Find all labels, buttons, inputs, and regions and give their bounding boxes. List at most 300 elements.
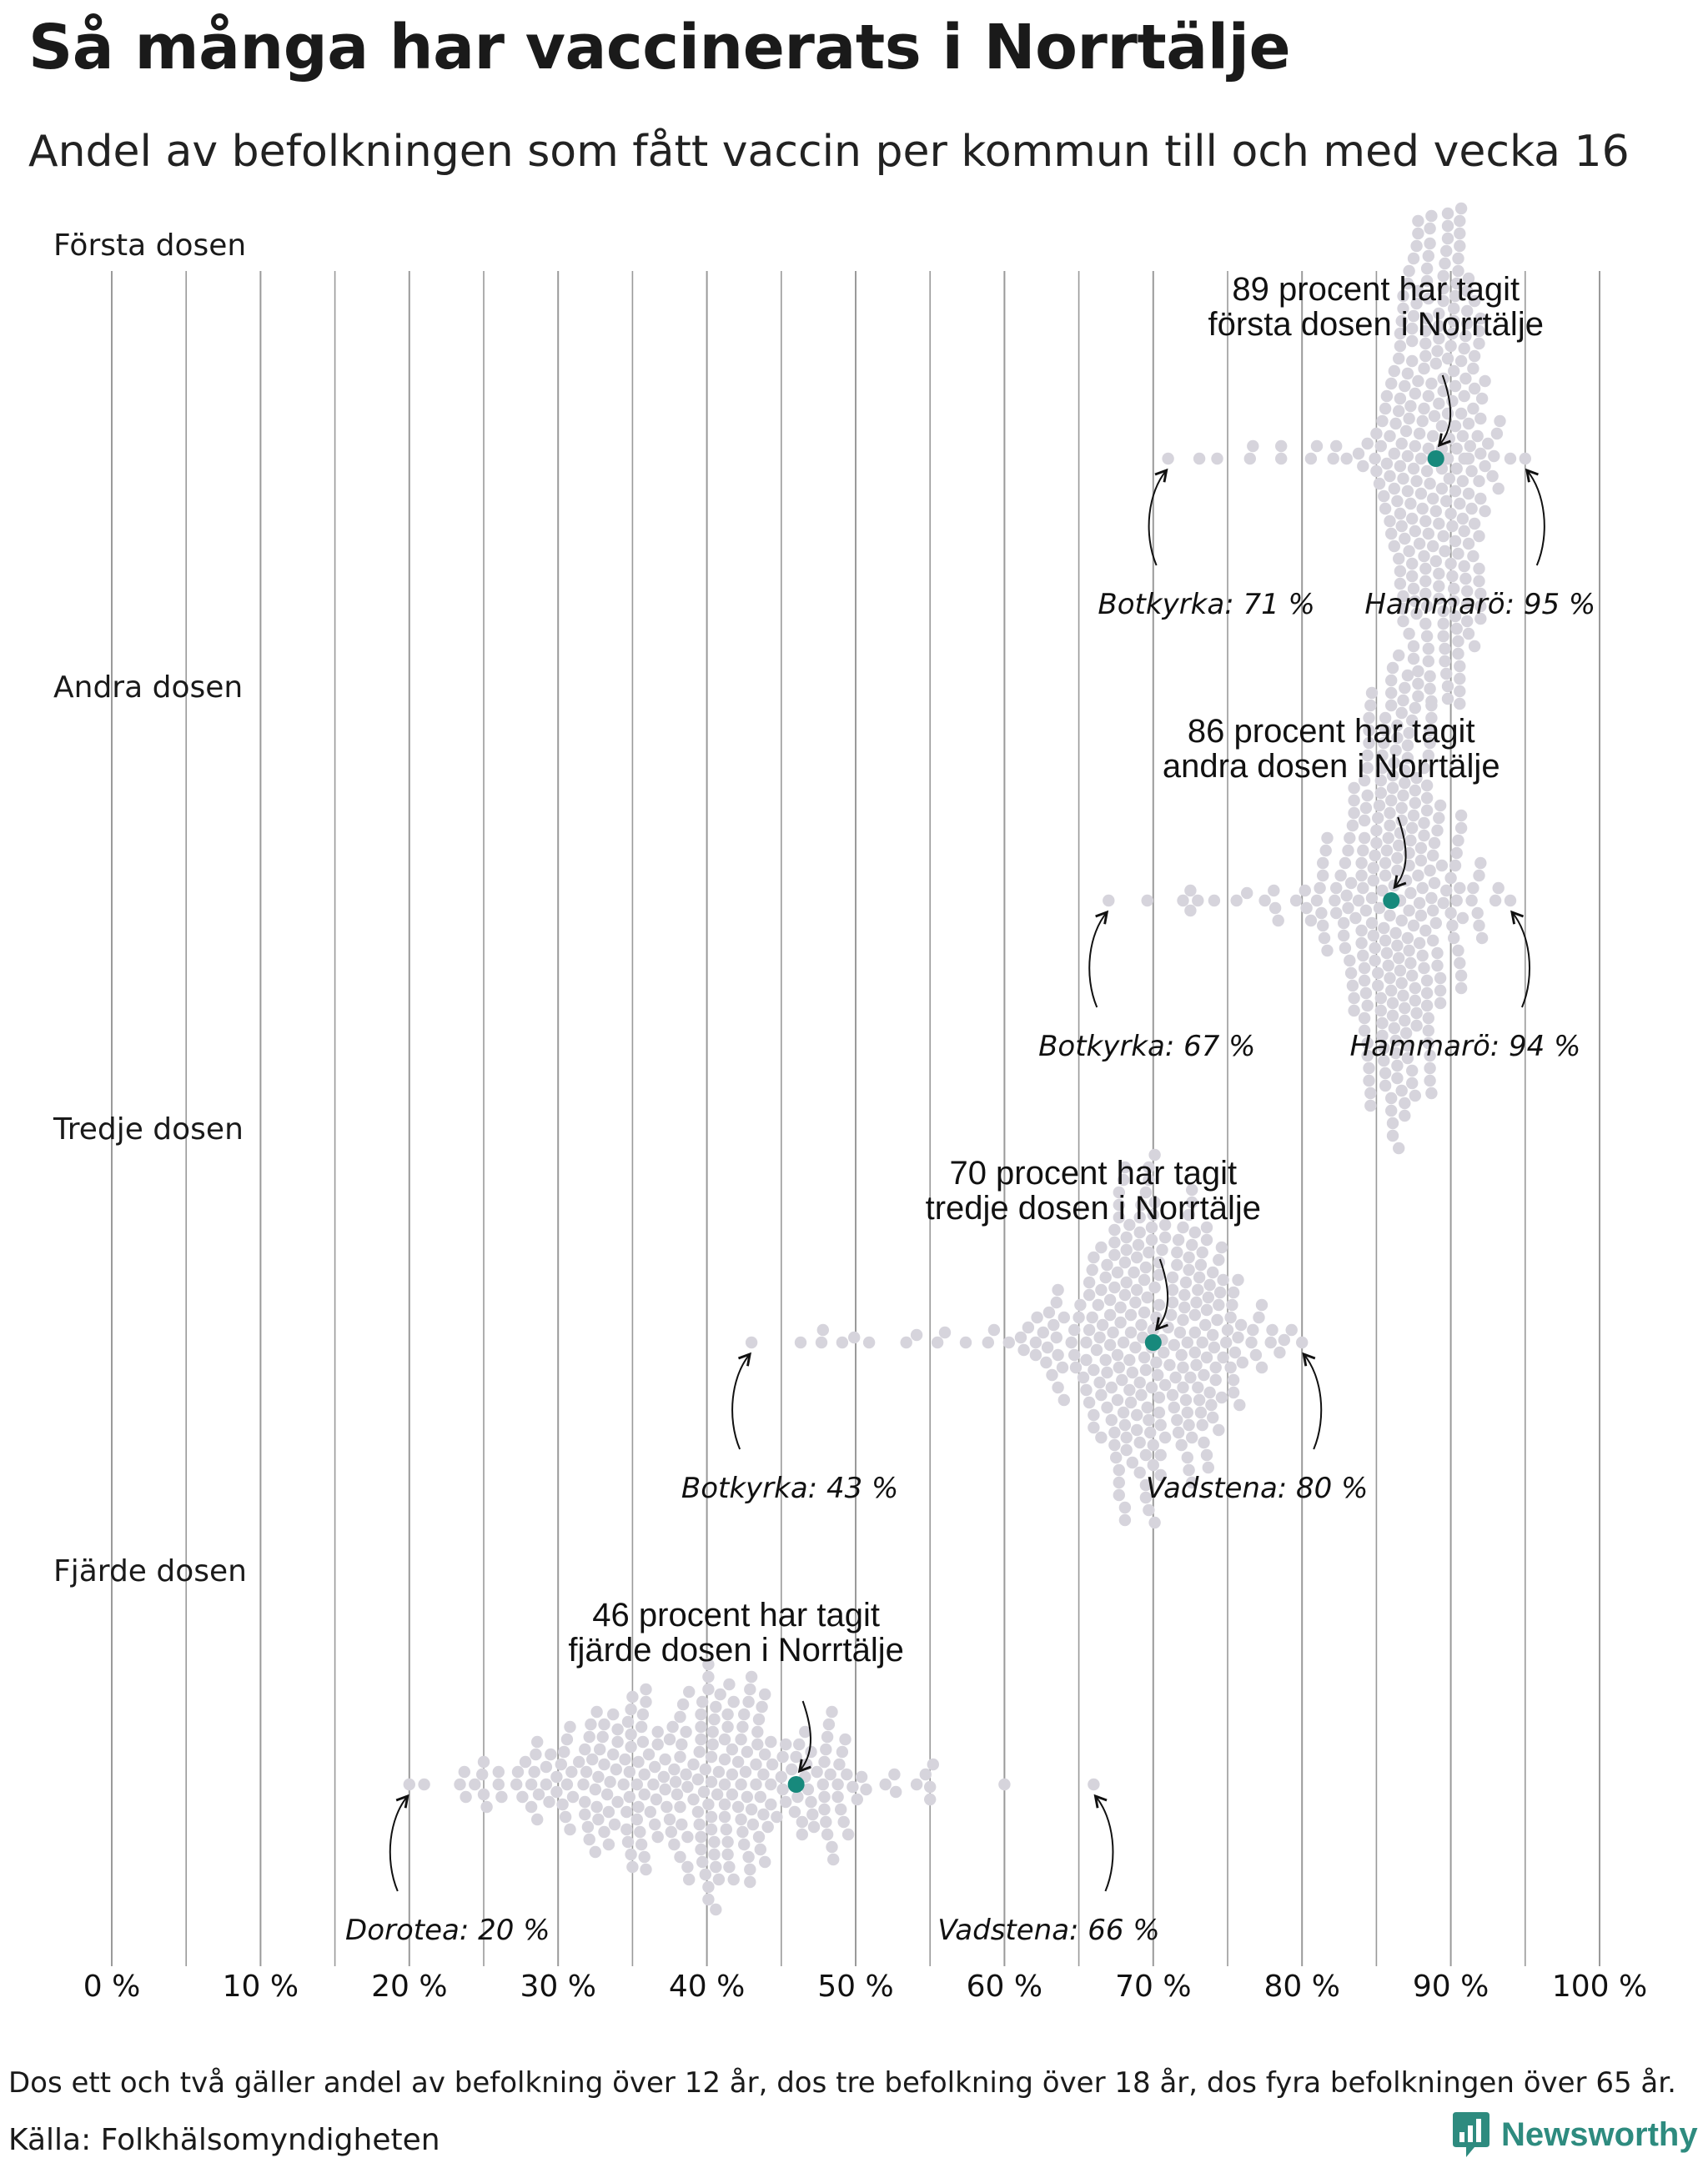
municipality-dot bbox=[1355, 937, 1367, 949]
municipality-dot bbox=[1203, 1279, 1215, 1291]
min-arrow bbox=[1149, 470, 1167, 565]
municipality-dot bbox=[1344, 832, 1355, 844]
municipality-dot bbox=[1424, 1075, 1435, 1087]
municipality-dot bbox=[920, 1769, 932, 1780]
municipality-dot bbox=[1424, 865, 1435, 876]
municipality-dot bbox=[478, 1756, 490, 1768]
municipality-dot bbox=[1421, 987, 1433, 999]
municipality-dot bbox=[1134, 1437, 1146, 1448]
min-label: Botkyrka: 67 % bbox=[1038, 1030, 1256, 1063]
municipality-dot bbox=[1412, 870, 1424, 881]
municipality-dot bbox=[1474, 448, 1486, 459]
municipality-dot bbox=[1444, 473, 1455, 484]
municipality-dot bbox=[1473, 530, 1484, 542]
municipality-dot bbox=[1446, 570, 1458, 582]
municipality-dot bbox=[1051, 1297, 1062, 1308]
municipality-dot bbox=[1193, 453, 1205, 464]
municipality-dot bbox=[1357, 460, 1369, 472]
municipality-dot bbox=[1459, 390, 1470, 402]
municipality-dot bbox=[1424, 683, 1435, 695]
municipality-dot bbox=[579, 1809, 590, 1820]
municipality-dot bbox=[635, 1721, 647, 1733]
municipality-dot bbox=[1454, 660, 1465, 672]
municipality-dot bbox=[1459, 343, 1470, 354]
municipality-dot bbox=[924, 1794, 936, 1805]
municipality-dot bbox=[1073, 1312, 1084, 1323]
municipality-dot bbox=[1057, 1362, 1068, 1373]
municipality-dot bbox=[640, 1864, 651, 1875]
municipality-dot bbox=[558, 1746, 570, 1758]
municipality-dot bbox=[1463, 418, 1474, 429]
municipality-dot bbox=[1396, 438, 1408, 449]
municipality-dot bbox=[1140, 1262, 1152, 1273]
municipality-dot bbox=[1224, 1362, 1236, 1373]
municipality-dot bbox=[1113, 1489, 1125, 1501]
municipality-dot bbox=[1438, 630, 1449, 642]
municipality-dot bbox=[1442, 208, 1454, 219]
municipality-dot bbox=[1381, 458, 1393, 469]
municipality-dot bbox=[708, 1714, 720, 1725]
municipality-dot bbox=[1454, 957, 1465, 969]
municipality-dot bbox=[1174, 1327, 1186, 1338]
municipality-dot bbox=[1192, 895, 1203, 906]
municipality-dot bbox=[1101, 1402, 1113, 1413]
municipality-dot bbox=[664, 1814, 676, 1825]
municipality-dot bbox=[1101, 1367, 1113, 1378]
municipality-dot bbox=[1417, 882, 1429, 894]
municipality-dot bbox=[723, 1861, 735, 1873]
municipality-dot bbox=[817, 1324, 829, 1336]
municipality-dot bbox=[1180, 1394, 1192, 1406]
municipality-dot bbox=[1434, 800, 1446, 811]
municipality-dot bbox=[1003, 1337, 1015, 1348]
municipality-dot bbox=[1464, 440, 1476, 452]
municipality-dot bbox=[1088, 1409, 1099, 1421]
municipality-dot bbox=[695, 1734, 706, 1745]
municipality-dot bbox=[561, 1779, 573, 1790]
municipality-dot bbox=[635, 1839, 647, 1850]
municipality-dot bbox=[611, 1724, 623, 1735]
municipality-dot bbox=[1107, 1327, 1118, 1338]
x-tick-label: 10 % bbox=[222, 1970, 299, 2004]
municipality-dot bbox=[1171, 1414, 1183, 1426]
municipality-dot bbox=[1148, 1517, 1160, 1528]
municipality-dot bbox=[1465, 895, 1477, 906]
municipality-dot bbox=[1357, 845, 1369, 856]
municipality-dot bbox=[695, 1844, 706, 1855]
municipality-dot bbox=[1414, 428, 1425, 439]
municipality-dot bbox=[776, 1751, 788, 1763]
municipality-dot bbox=[1342, 845, 1354, 856]
max-label: Vadstena: 66 % bbox=[937, 1914, 1160, 1947]
municipality-dot bbox=[1379, 1067, 1391, 1079]
municipality-dot bbox=[1210, 1374, 1222, 1386]
municipality-dot bbox=[1121, 1244, 1133, 1256]
municipality-dot bbox=[1355, 870, 1367, 881]
municipality-dot bbox=[652, 1831, 664, 1843]
municipality-dot bbox=[1088, 1252, 1099, 1263]
municipality-dot bbox=[1347, 820, 1359, 831]
municipality-dot bbox=[1134, 1467, 1146, 1478]
municipality-dot bbox=[757, 1769, 769, 1780]
municipality-dot bbox=[818, 1756, 830, 1768]
municipality-dot bbox=[1357, 950, 1369, 961]
municipality-dot bbox=[1451, 895, 1463, 906]
municipality-dot bbox=[1454, 240, 1465, 252]
municipality-dot bbox=[1168, 1402, 1180, 1413]
municipality-dot bbox=[1344, 955, 1355, 966]
municipality-dot bbox=[1412, 678, 1424, 690]
municipality-dot bbox=[1414, 897, 1425, 909]
municipality-dot bbox=[622, 1836, 634, 1848]
brand-name: Newsworthy bbox=[1501, 2115, 1698, 2153]
municipality-dot bbox=[1375, 440, 1387, 452]
municipality-dot bbox=[1015, 1332, 1027, 1343]
newsworthy-logo[interactable] bbox=[1451, 2111, 1698, 2158]
municipality-dot bbox=[1197, 1337, 1208, 1348]
municipality-dot bbox=[1406, 970, 1418, 981]
municipality-dot bbox=[543, 1796, 555, 1808]
municipality-dot bbox=[1143, 1504, 1154, 1516]
municipality-dot bbox=[1357, 882, 1369, 894]
municipality-dot bbox=[1452, 635, 1464, 647]
municipality-dot bbox=[1425, 378, 1437, 389]
municipality-dot bbox=[808, 1821, 820, 1833]
municipality-dot bbox=[694, 1819, 706, 1830]
min-label: Botkyrka: 71 % bbox=[1098, 588, 1315, 621]
municipality-dot bbox=[1123, 1354, 1135, 1366]
municipality-dot bbox=[1442, 680, 1454, 692]
municipality-dot bbox=[1348, 807, 1359, 819]
municipality-dot bbox=[594, 1744, 605, 1755]
municipality-dot bbox=[1140, 1364, 1152, 1376]
municipality-dot bbox=[1183, 1419, 1194, 1431]
municipality-dot bbox=[1167, 1272, 1178, 1283]
municipality-dot bbox=[706, 1776, 717, 1788]
municipality-dot bbox=[1399, 533, 1410, 545]
municipality-dot bbox=[1423, 528, 1434, 539]
municipality-dot bbox=[1330, 907, 1342, 919]
municipality-dot bbox=[1409, 440, 1421, 452]
municipality-dot bbox=[1228, 1387, 1239, 1398]
municipality-dot bbox=[1142, 895, 1153, 906]
municipality-dot bbox=[1452, 648, 1464, 660]
municipality-dot bbox=[1360, 905, 1372, 916]
municipality-dot bbox=[911, 1779, 922, 1790]
callout-line-1: 86 procent har tagit bbox=[1187, 713, 1475, 750]
municipality-dot bbox=[666, 1826, 677, 1838]
municipality-dot bbox=[695, 1721, 706, 1733]
municipality-dot bbox=[825, 1769, 836, 1780]
municipality-dot bbox=[478, 1789, 490, 1800]
municipality-dot bbox=[1389, 418, 1401, 429]
municipality-dot bbox=[1178, 1289, 1190, 1301]
municipality-dot bbox=[1321, 945, 1333, 956]
municipality-dot bbox=[1397, 695, 1409, 706]
page-title: Så många har vaccinerats i Norrtälje bbox=[28, 12, 1291, 83]
municipality-dot bbox=[1385, 687, 1397, 699]
municipality-dot bbox=[1214, 1287, 1226, 1298]
municipality-dot bbox=[1406, 513, 1418, 524]
municipality-dot bbox=[1108, 1237, 1120, 1248]
municipality-dot bbox=[1474, 493, 1486, 504]
municipality-dot bbox=[1250, 1349, 1262, 1361]
municipality-dot bbox=[998, 1779, 1010, 1790]
municipality-dot bbox=[723, 1679, 735, 1690]
municipality-dot bbox=[564, 1721, 575, 1733]
municipality-dot bbox=[1364, 1087, 1376, 1099]
max-label: Hammarö: 95 % bbox=[1364, 588, 1596, 621]
newsworthy-logo-icon bbox=[1451, 2112, 1491, 2157]
municipality-dot bbox=[1360, 802, 1372, 814]
municipality-dot bbox=[1237, 1357, 1248, 1368]
municipality-dot bbox=[839, 1734, 851, 1745]
municipality-dot bbox=[1047, 1319, 1059, 1331]
municipality-dot bbox=[1334, 870, 1346, 881]
municipality-dot bbox=[1363, 1062, 1374, 1074]
municipality-dot bbox=[1396, 915, 1408, 926]
municipality-dot bbox=[1355, 925, 1367, 936]
municipality-dot bbox=[1112, 1267, 1123, 1278]
municipality-dot bbox=[1363, 1075, 1374, 1087]
municipality-dot bbox=[1479, 375, 1490, 387]
municipality-dot bbox=[520, 1756, 531, 1768]
municipality-dot bbox=[584, 1834, 595, 1845]
municipality-dot bbox=[1275, 440, 1287, 452]
municipality-dot bbox=[753, 1714, 765, 1725]
municipality-dot bbox=[776, 1771, 787, 1783]
municipality-dot bbox=[1444, 872, 1456, 884]
municipality-dot bbox=[744, 1864, 756, 1875]
municipality-dot bbox=[1224, 1312, 1236, 1323]
municipality-dot bbox=[719, 1779, 731, 1790]
municipality-dot bbox=[880, 1779, 892, 1790]
municipality-dot bbox=[1419, 515, 1431, 527]
municipality-dot bbox=[1068, 1349, 1080, 1361]
municipality-dot bbox=[1178, 1302, 1190, 1313]
municipality-dot bbox=[1408, 253, 1419, 264]
municipality-dot bbox=[1427, 493, 1439, 504]
municipality-dot bbox=[732, 1756, 744, 1768]
municipality-dot bbox=[1418, 817, 1429, 829]
municipality-dot bbox=[726, 1769, 738, 1780]
panel-4 bbox=[53, 1554, 1160, 1947]
municipality-dot bbox=[1339, 942, 1351, 954]
municipality-dot bbox=[1440, 245, 1452, 257]
municipality-dot bbox=[1129, 1297, 1141, 1308]
municipality-dot bbox=[796, 1816, 808, 1828]
municipality-dot bbox=[1095, 1432, 1107, 1443]
municipality-dot bbox=[1125, 1397, 1137, 1408]
municipality-dot bbox=[1266, 1324, 1278, 1336]
municipality-dot bbox=[676, 1819, 687, 1830]
municipality-dot bbox=[1171, 1259, 1183, 1271]
municipality-dot bbox=[1387, 997, 1399, 1009]
callout-line-1: 89 procent har tagit bbox=[1232, 271, 1520, 308]
municipality-dot bbox=[1173, 1427, 1184, 1438]
municipality-dot bbox=[1469, 350, 1480, 362]
municipality-dot bbox=[1403, 945, 1414, 956]
municipality-dot bbox=[1404, 400, 1416, 412]
municipality-dot bbox=[1394, 565, 1406, 577]
municipality-dot bbox=[1183, 1252, 1194, 1263]
municipality-dot bbox=[820, 1744, 831, 1755]
municipality-dot bbox=[674, 1751, 686, 1763]
municipality-dot bbox=[831, 1791, 843, 1803]
municipality-dot bbox=[1425, 210, 1437, 222]
municipality-dot bbox=[1427, 935, 1439, 946]
municipality-dot bbox=[1465, 465, 1477, 477]
municipality-dot bbox=[603, 1806, 615, 1818]
municipality-dot bbox=[826, 1841, 837, 1853]
municipality-dot bbox=[719, 1799, 731, 1810]
municipality-dot bbox=[1189, 1327, 1201, 1338]
municipality-dot bbox=[1159, 1432, 1171, 1443]
municipality-dot bbox=[700, 1869, 711, 1880]
municipality-dot bbox=[736, 1721, 748, 1733]
municipality-dot bbox=[750, 1759, 761, 1770]
municipality-dot bbox=[694, 1746, 706, 1758]
municipality-dot bbox=[1374, 902, 1385, 914]
municipality-dot bbox=[1383, 960, 1394, 971]
municipality-dot bbox=[1087, 1264, 1098, 1276]
municipality-dot bbox=[1273, 1347, 1285, 1358]
municipality-dot bbox=[1216, 1242, 1228, 1253]
municipality-dot bbox=[1182, 1452, 1193, 1463]
municipality-dot bbox=[1421, 1000, 1433, 1011]
municipality-dot bbox=[1118, 1337, 1129, 1348]
municipality-dot bbox=[590, 1784, 601, 1795]
municipality-dot bbox=[529, 1766, 540, 1778]
municipality-dot bbox=[1359, 1012, 1370, 1024]
municipality-dot bbox=[1379, 403, 1391, 414]
municipality-dot bbox=[1286, 1324, 1298, 1336]
municipality-dot bbox=[1100, 1272, 1112, 1283]
municipality-dot bbox=[637, 1709, 649, 1720]
municipality-dot bbox=[1412, 215, 1424, 227]
municipality-dot bbox=[1213, 1424, 1224, 1436]
municipality-dot bbox=[639, 1789, 651, 1800]
municipality-dot bbox=[1369, 942, 1380, 954]
municipality-dot bbox=[1345, 877, 1357, 889]
municipality-dot bbox=[1424, 1062, 1435, 1074]
municipality-dot bbox=[827, 1854, 839, 1865]
municipality-dot bbox=[1391, 940, 1403, 951]
municipality-dot bbox=[1017, 1344, 1029, 1356]
municipality-dot bbox=[1465, 503, 1477, 514]
municipality-dot bbox=[746, 1804, 757, 1815]
municipality-dot bbox=[795, 1337, 806, 1348]
municipality-dot bbox=[744, 1876, 756, 1888]
municipality-dot bbox=[735, 1779, 746, 1790]
municipality-dot bbox=[740, 1766, 751, 1778]
x-tick-label: 100 % bbox=[1551, 1970, 1648, 2004]
municipality-dot bbox=[1042, 1342, 1053, 1353]
x-tick-label: 90 % bbox=[1412, 1970, 1489, 2004]
municipality-dot bbox=[460, 1791, 471, 1803]
municipality-dot bbox=[713, 1874, 725, 1885]
municipality-dot bbox=[1384, 470, 1395, 482]
municipality-dot bbox=[765, 1799, 776, 1810]
municipality-dot bbox=[1135, 1319, 1147, 1331]
municipality-dot bbox=[1412, 228, 1424, 239]
municipality-dot bbox=[1418, 962, 1429, 974]
municipality-dot bbox=[1442, 408, 1454, 419]
callout-line-1: 70 procent har tagit bbox=[949, 1155, 1238, 1192]
municipality-dot bbox=[681, 1861, 693, 1873]
municipality-dot bbox=[1434, 985, 1446, 996]
municipality-dot bbox=[1454, 215, 1465, 227]
x-tick-label: 40 % bbox=[668, 1970, 746, 2004]
municipality-dot bbox=[1406, 822, 1418, 834]
municipality-dot bbox=[1409, 982, 1421, 994]
municipality-dot bbox=[1146, 1382, 1158, 1393]
municipality-dot bbox=[1459, 373, 1471, 384]
municipality-dot bbox=[1131, 1284, 1143, 1296]
municipality-dot bbox=[715, 1689, 726, 1700]
x-tick-label: 70 % bbox=[1115, 1970, 1192, 2004]
municipality-dot bbox=[1070, 1362, 1082, 1373]
municipality-dot bbox=[560, 1811, 571, 1823]
municipality-dot bbox=[1370, 428, 1382, 439]
panel-label: Första dosen bbox=[53, 228, 247, 263]
municipality-dot bbox=[1423, 1012, 1434, 1024]
municipality-dot bbox=[1409, 785, 1421, 796]
municipality-dot bbox=[826, 1706, 837, 1718]
municipality-dot bbox=[1341, 453, 1353, 464]
municipality-dot bbox=[702, 1894, 714, 1905]
municipality-dot bbox=[860, 1784, 872, 1795]
municipality-dot bbox=[598, 1826, 610, 1838]
municipality-dot bbox=[1359, 962, 1370, 974]
panel-label: Fjärde dosen bbox=[53, 1554, 247, 1588]
municipality-dot bbox=[631, 1779, 643, 1790]
municipality-dot bbox=[1203, 1387, 1215, 1398]
municipality-dot bbox=[1421, 630, 1433, 642]
municipality-dot bbox=[1156, 1244, 1168, 1256]
municipality-dot bbox=[598, 1719, 610, 1730]
municipality-dot bbox=[1402, 670, 1414, 681]
municipality-dot bbox=[677, 1699, 689, 1710]
municipality-dot bbox=[1423, 643, 1434, 655]
municipality-dot bbox=[1444, 433, 1455, 444]
municipality-dot bbox=[1399, 1002, 1410, 1014]
municipality-dot bbox=[762, 1821, 774, 1833]
municipality-dot bbox=[1476, 932, 1488, 944]
municipality-dot bbox=[1439, 655, 1450, 667]
municipality-dot bbox=[1389, 448, 1400, 459]
municipality-dot bbox=[1442, 693, 1454, 705]
municipality-dot bbox=[1088, 1779, 1099, 1790]
municipality-dot bbox=[1169, 1372, 1181, 1383]
municipality-dot bbox=[512, 1766, 524, 1778]
municipality-dot bbox=[1300, 902, 1312, 914]
municipality-dot bbox=[683, 1874, 695, 1885]
municipality-dot bbox=[1493, 483, 1505, 494]
municipality-dot bbox=[1317, 857, 1329, 869]
municipality-dot bbox=[1414, 937, 1425, 949]
municipality-dot bbox=[1402, 450, 1414, 462]
municipality-dot bbox=[746, 1337, 757, 1348]
municipality-dot bbox=[1290, 895, 1302, 906]
municipality-dot bbox=[1197, 1419, 1208, 1431]
municipality-dot bbox=[671, 1789, 683, 1800]
municipality-dot bbox=[1385, 1092, 1397, 1104]
municipality-dot bbox=[846, 1781, 858, 1793]
municipality-dot bbox=[459, 1766, 470, 1778]
municipality-dot bbox=[649, 1819, 661, 1830]
municipality-dot bbox=[1436, 860, 1448, 871]
